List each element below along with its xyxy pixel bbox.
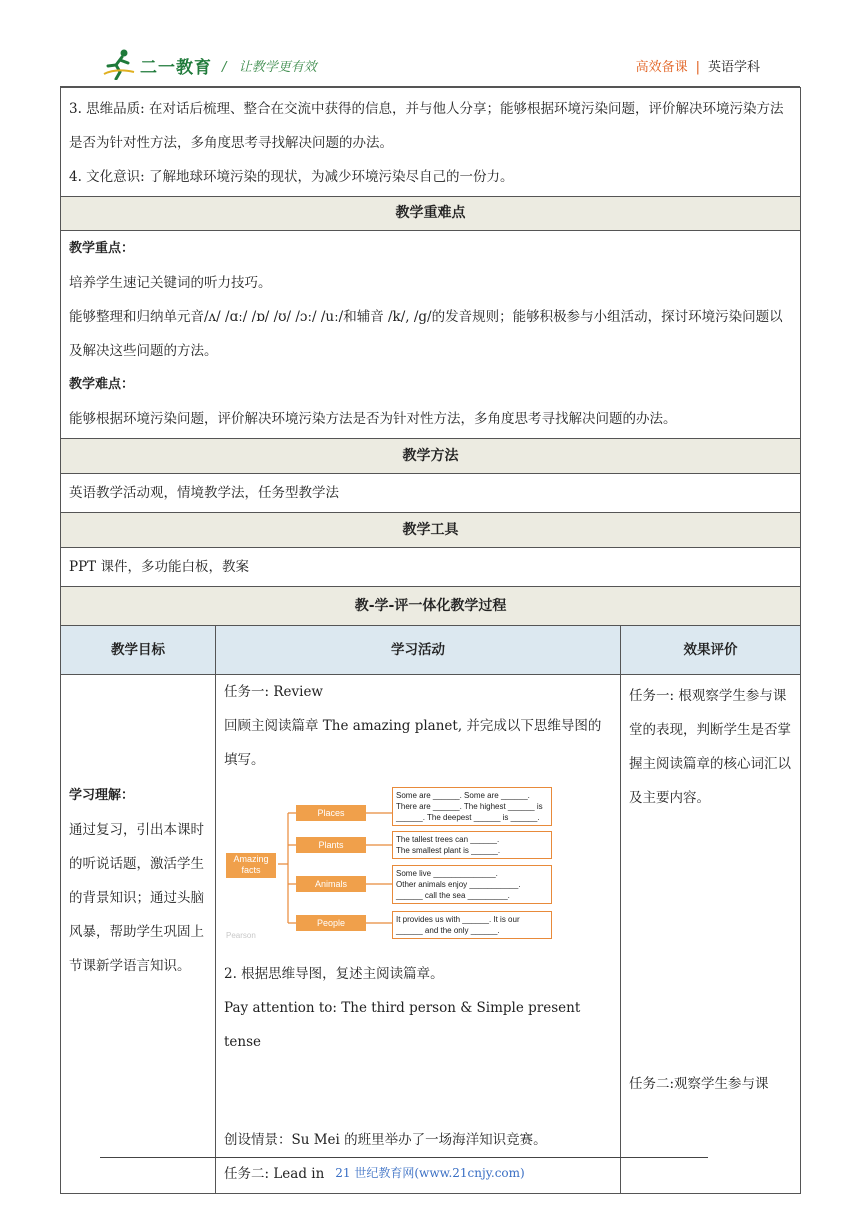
places-line-1: Some are ______. Some are ______. [396, 791, 530, 800]
people-box [392, 911, 552, 939]
branch-animals: Animals [296, 876, 366, 892]
col-evaluation: 效果评价 [621, 626, 801, 675]
process-header-row [61, 626, 801, 675]
people-line-2: ______ and the only ______. [396, 926, 500, 935]
goal-label: 学习理解： [69, 788, 135, 803]
methods-content: 英语教学活动观，情境教学法，任务型教学法 [69, 485, 339, 501]
branch-places: Places [296, 805, 366, 821]
header-right [636, 56, 760, 75]
focus-label: 教学重点： [69, 241, 135, 256]
mind-map [226, 783, 566, 953]
objective-3: 3. 思维品质: 在对话后梳理、整合在交流中获得的信息，并与他人分享；能够根据环境污染问题，评价解决环境污染方法是否为针对性方法，多角度思考寻找解决问题的办法。 [69, 101, 784, 151]
footer-divider [100, 1157, 708, 1158]
branch-people: People [296, 915, 366, 931]
col-goal: 教学目标 [61, 626, 216, 675]
key-points-title: 教学重难点 [61, 197, 801, 231]
objective-4: 4. 文化意识: 了解地球环境污染的现状，为减少环境污染尽自己的一份力。 [69, 169, 514, 185]
task1-title: 任务一: Review [224, 684, 323, 700]
places-line-2: There are ______. The highest ______ is [396, 802, 543, 811]
goal-text: 通过复习，引出本课时的听说话题，激活学生的背景知识；通过头脑风暴，帮助学生巩固上节课新学语言知识。 [69, 822, 204, 974]
page-header [60, 44, 800, 84]
logo-text: 二一教育 [140, 58, 212, 78]
key-points-row [61, 231, 801, 439]
step-2: 2. 根据思维导图，复述主阅读篇章。 [224, 966, 444, 982]
methods-title: 教学方法 [61, 439, 801, 474]
animals-line-3: ______ call the sea _________. [396, 891, 510, 900]
tools-content: PPT 课件，多功能白板，教案 [69, 559, 249, 575]
mind-map-watermark: Pearson [226, 931, 256, 940]
process-title: 教-学-评一体化教学过程 [61, 587, 801, 626]
animals-line-1: Some live ______________. [396, 869, 498, 878]
header-separator: | [695, 60, 700, 75]
focus-1: 培养学生速记关键词的听力技巧。 [69, 275, 272, 291]
mind-map-root: Amazing facts [226, 853, 276, 878]
col-activity: 学习活动 [216, 626, 621, 675]
places-line-3: ______. The deepest ______ is ______. [396, 813, 540, 822]
task2-title: 任务二: Lead in [224, 1166, 325, 1182]
places-box [392, 787, 552, 826]
subject-label: 英语学科 [707, 60, 760, 75]
runner-logo-icon [102, 48, 136, 80]
task1-desc: 回顾主阅读篇章 The amazing planet, 并完成以下思维导图的填写。 [224, 718, 602, 768]
branch-plants: Plants [296, 837, 366, 853]
animals-line-2: Other animals enjoy ___________. [396, 880, 521, 889]
eval-task2: 任务二:观察学生参与课 [629, 1076, 769, 1092]
difficulty-1: 能够根据环境污染问题，评价解决环境污染方法是否为针对性方法，多角度思考寻找解决问题的办法。 [69, 411, 677, 427]
people-line-1: It provides us with ______. It is our [396, 915, 520, 924]
animals-box [392, 865, 552, 904]
plants-box [392, 831, 552, 859]
attention-note: Pay attention to: The third person & Simple present tense [224, 1000, 581, 1050]
eval-task1: 任务一: 根观察学生参与课堂的表现，判断学生是否掌握主阅读篇章的核心词汇以及主要内容。 [629, 688, 791, 806]
plants-line-1: The tallest trees can ______. [396, 835, 500, 844]
tools-title: 教学工具 [61, 513, 801, 548]
scenario: 创设情景：Su Mei 的班里举办了一场海洋知识竞赛。 [224, 1132, 547, 1148]
objectives-row [61, 88, 801, 197]
course-type: 高效备课 [635, 60, 688, 75]
difficulty-label: 教学难点： [69, 377, 135, 392]
plants-line-2: The smallest plant is ______. [396, 846, 501, 855]
slogan: / 让教学更有效 [222, 60, 317, 75]
process-row [61, 675, 801, 1194]
focus-2: 能够整理和归纳单元音/ʌ/ /ɑː/ /ɒ/ /ʊ/ /ɔː/ /uː/和辅音 /k/, /g/的发音规则；能够积极参与小组活动，探讨环境污染问题以及解决这些问题的方法。 [69, 309, 783, 359]
footer-link[interactable]: 21 世纪教育网(www.21cnjy.com) [335, 1166, 525, 1180]
lesson-plan-table [60, 87, 800, 1194]
